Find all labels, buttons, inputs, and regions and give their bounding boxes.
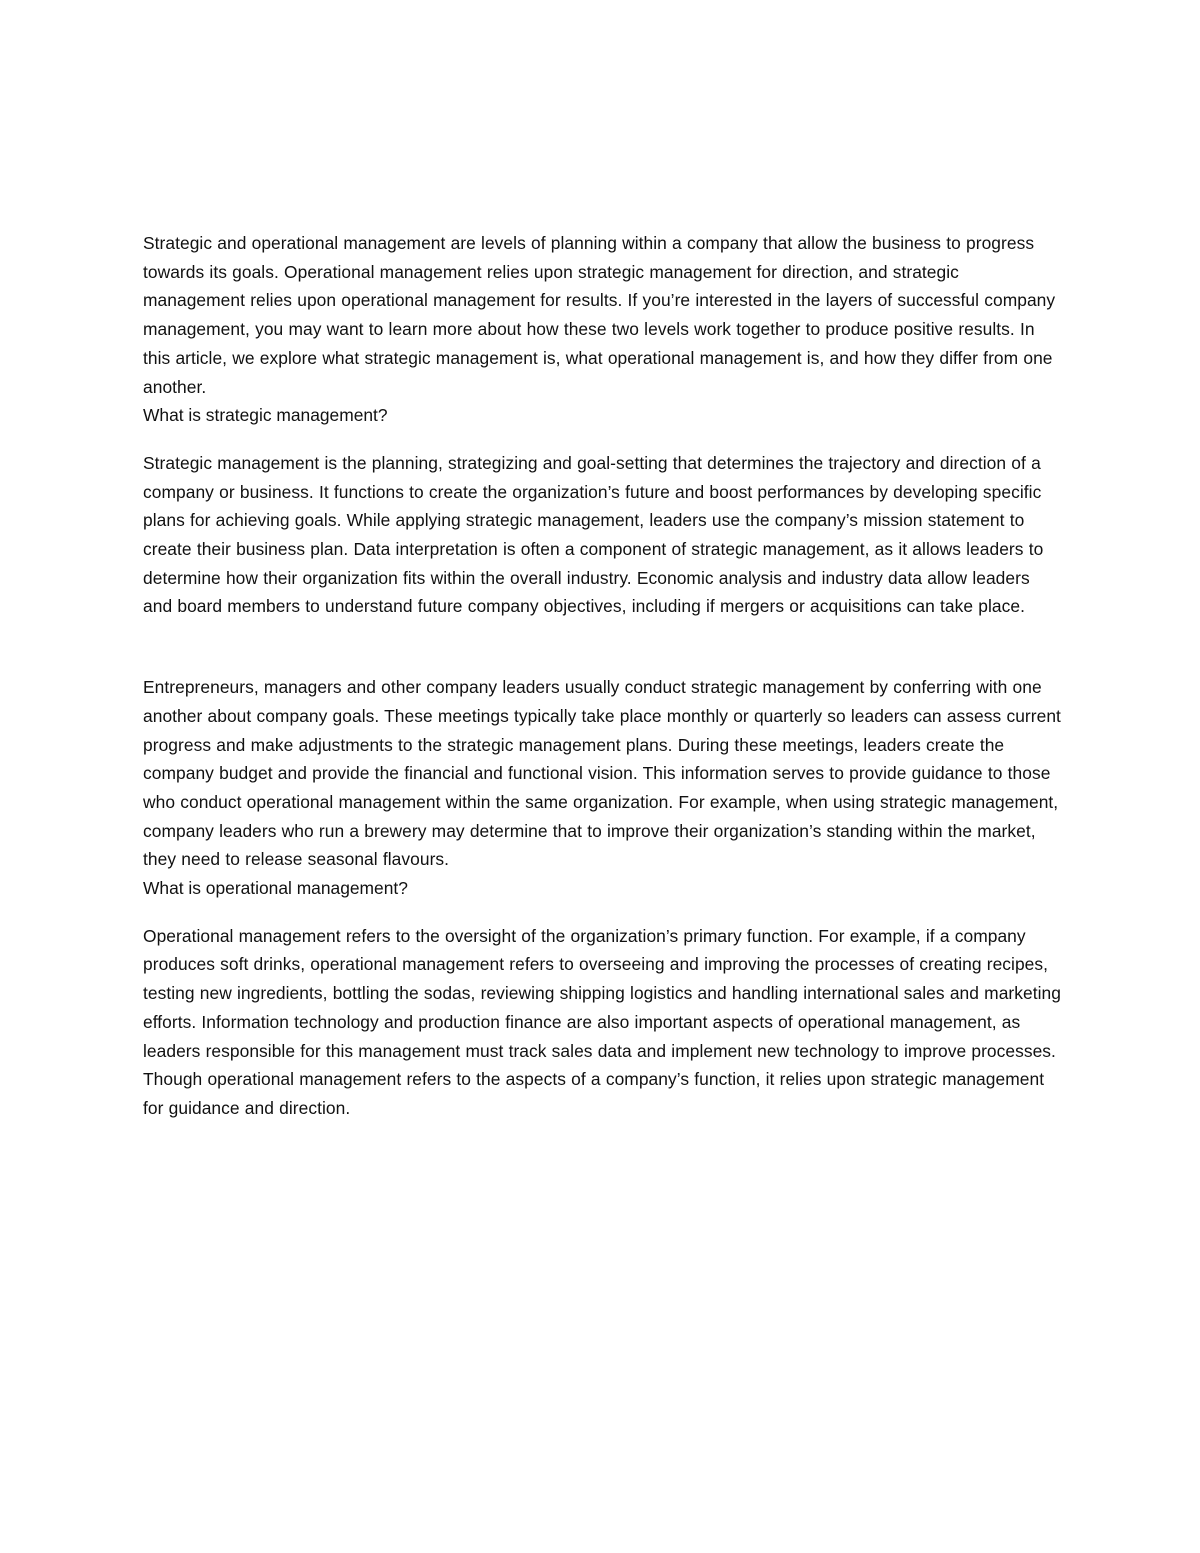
document-body xyxy=(143,229,1063,1123)
intro-paragraph: Strategic and operational management are levels of planning within a company that allow the business to progress towards its goals. Operational management relies upon strategic management for direction, and strategic management relies upon operational management for results. If you’re interested in the layers of successful company management, you may want to learn more about how these two levels work together to produce positive results. In this article, we explore what strategic management is, what operational management is, and how they differ from one another. xyxy=(143,233,1056,397)
strategic-paragraph-1: Strategic management is the planning, strategizing and goal-setting that determines the trajectory and direction of a company or business. It functions to create the organization’s future and boost performances by developing specific plans for achieving goals. While applying strategic management, leaders use the company’s mission statement to create their business plan. Data interpretation is often a component of strategic management, as it allows leaders to determine how their organization fits within the overall industry. Economic analysis and industry data allow leaders and board members to understand future company objectives, including if mergers or acquisitions can take place. xyxy=(143,452,1044,617)
strategic-management-heading: What is strategic management? xyxy=(143,405,388,426)
operational-paragraph-1: Operational management refers to the oversight of the organization’s primary function. For example, if a company produces soft drinks, operational management refers to overseeing and improving the processes of creating recipes, testing new ingredients, bottling the sodas, reviewing shipping logistics and handling international sales and marketing efforts. Information technology and production finance are also important aspects of operational management, as leaders responsible for this management must track sales data and implement new technology to improve processes. Though operational management refers to the aspects of a company’s function, it relies upon strategic management for guidance and direction. xyxy=(143,925,1061,1118)
operational-management-heading: What is operational management? xyxy=(143,878,408,899)
strategic-paragraph-2: Entrepreneurs, managers and other company leaders usually conduct strategic management by conferring with one another about company goals. These meetings typically take place monthly or quarterly so leaders can assess current progress and make adjustments to the strategic management plans. During these meetings, leaders create the company budget and provide the financial and functional vision. This information serves to provide guidance to those who conduct operational management within the same organization. For example, when using strategic management, company leaders who run a brewery may determine that to improve their organization’s standing within the market, they need to release seasonal flavours. xyxy=(143,677,1061,870)
